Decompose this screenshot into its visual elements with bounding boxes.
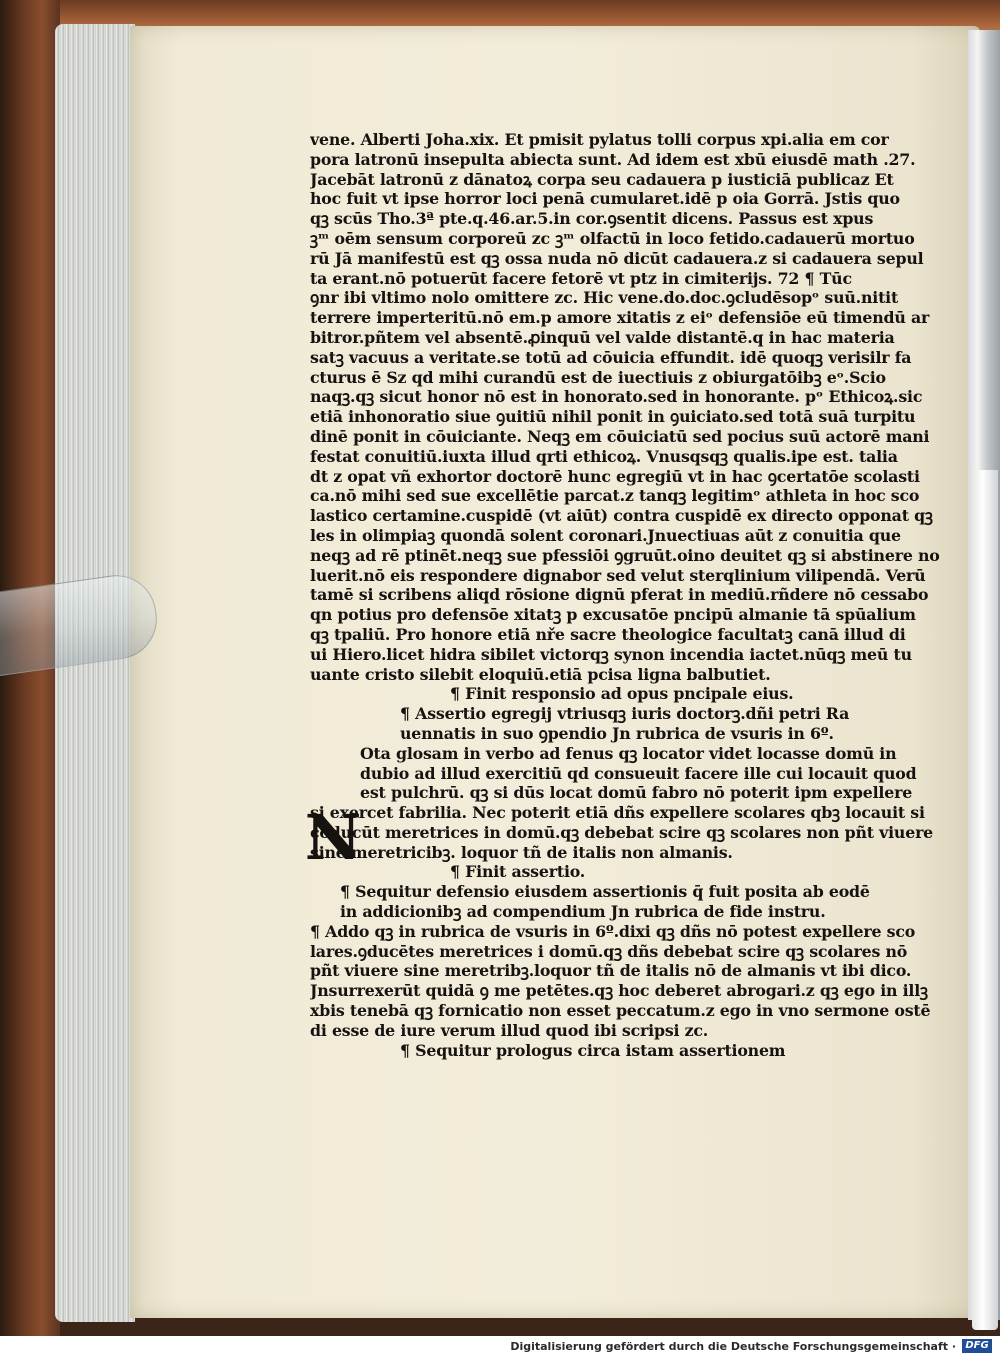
text-line: ¶ Sequitur prologus circa istam assertionem xyxy=(400,1040,786,1060)
text-line: vene. Alberti Joha.xix. Et pmisit pylatus tolli corpus xpi.alia em cor xyxy=(310,130,889,149)
text-line: Jacebāt latronū z dānatoꝝ corpa seu cadauera p iusticiā publicaz Et xyxy=(310,169,894,189)
text-line: les in olimpiaꝫ quondā solent coronari.Jnuectiuas aūt z conuitia que xyxy=(310,525,901,545)
text-line: in addicionibꝫ ad compendium Jn rubrica de fide instru. xyxy=(340,902,826,922)
text-line: ¶ Addo qꝫ in rubrica de vsuris in 6º.dixi qꝫ dñs nō potest expellere sco xyxy=(310,921,916,941)
decorated-initial-letter: N xyxy=(304,801,362,874)
text-line: ꝫᵐ oēm sensum corporeū zc ꝫᵐ olfactū in loco fetido.cadauerū mortuo xyxy=(310,228,915,248)
dfg-logo-icon: DFG xyxy=(962,1339,992,1353)
text-line: Jnsurrexerūt quidā ꝯ me petētes.qꝫ hoc deberet abrogari.z qꝫ ego in illꝫ xyxy=(310,981,928,1001)
text-line: naqꝫ.qꝫ sicut honor nō est in honorato.sed in honorante. pᵒ Ethicoꝝ.sic xyxy=(310,387,923,407)
text-line: pñt viuere sine meretribꝫ.loquor tñ de italis nō de almanis vt ibi dico. xyxy=(310,961,912,981)
text-line: bitror.pñtem vel absentē.ꝓinquū vel valde distantē.q in hac materia xyxy=(310,327,895,347)
text-line: neqꝫ ad rē ptinēt.neqꝫ sue pfessiōi ꝯgruūt.oino deuitet qꝫ si abstinere no xyxy=(310,545,940,565)
text-line: ¶ Sequitur defensio eiusdem assertionis q̄ fuit posita ab eodē xyxy=(340,882,870,902)
text-line: sine meretricibꝫ. loquor tñ de italis non almanis. xyxy=(310,842,733,862)
text-line: ¶ Finit responsio ad opus pncipale eius. xyxy=(450,684,794,704)
text-line: est pulchrū. qꝫ si dūs locat domū fabro nō poterit ipm expellere xyxy=(360,783,913,803)
text-line: xbis tenebā qꝫ fornicatio non esset peccatum.z ego in vno sermone ostē xyxy=(310,1001,931,1021)
text-line: cōducūt meretrices in domū.qꝫ debebat scire qꝫ scolares non pñt viuere xyxy=(310,822,934,842)
text-line: ta erant.nō potuerūt facere fetorē vt ptz in cimiterijs. 72 ¶ Tūc xyxy=(310,268,852,288)
text-line: cturus ē Sz qd mihi curandū est de iuectiuis z obiurgatōibꝫ eᵒ.Scio xyxy=(310,367,886,387)
text-line: rū Jā manifestū est qꝫ ossa nuda nō dicūt cadauera.z si cadauera sepul xyxy=(310,248,924,268)
text-line: uennatis in suo ꝯpendio Jn rubrica de vsuris in 6º. xyxy=(400,723,834,743)
text-line: terrere imperteritū.nō em.p amore xitatis z eiᵒ defensiōe eū timendū ar xyxy=(310,308,930,328)
text-line: festat conuitiū.iuxta illud qrti ethicoꝝ. Vnusqsqꝫ qualis.ipe est. talia xyxy=(310,446,898,466)
text-line: qꝫ scūs Tho.3ª pte.q.46.ar.5.in cor.ꝯsentit dicens. Passus est xpus xyxy=(310,209,874,229)
text-line: dubio ad illud exercitiū qd consueuit facere ille cui locauit quod xyxy=(360,763,917,783)
text-line: lares.ꝯducētes meretrices i domū.qꝫ dñs debebat scire qꝫ scolares nō xyxy=(310,941,908,961)
text-line: lastico certamine.cuspidē (vt aiūt) contra cuspidē ex directo opponat qꝫ xyxy=(310,506,933,526)
text-line: dinē ponit in cōuiciante. Neqꝫ em cōuiciatū sed pocius suū actorē mani xyxy=(310,426,930,446)
text-line: qꝫ tpaliū. Pro honore etiā nře sacre theologice facultatꝫ canā illud di xyxy=(310,624,906,644)
text-line: Ota glosam in verbo ad fenus qꝫ locator videt locasse domū in xyxy=(360,743,897,763)
text-line: hoc fuit vt ipse horror loci penā cumularet.idē p oia Gorrā. Jstis quo xyxy=(310,189,900,209)
footer-credit: Digitalisierung gefördert durch die Deutsche Forschungsgemeinschaft · xyxy=(510,1340,956,1353)
text-line: ui Hiero.licet hidra sibilet victorqꝫ synon incendia iactet.nūqꝫ meū tu xyxy=(310,644,912,664)
text-line: ¶ Assertio egregij vtriusqꝫ iuris doctorꝫ.dñi petri Ra xyxy=(400,704,850,724)
text-line: satꝫ vacuus a veritate.se totū ad cōuicia effundit. idē quoqꝫ verisilr fa xyxy=(310,347,912,367)
text-line: qn potius pro defensōe xitatꝫ p excusatōe pncipū almanie tā spūalium xyxy=(310,605,916,625)
text-line: di esse de iure verum illud quod ibi scripsi zc. xyxy=(310,1020,709,1040)
text-line: luerit.nō eis respondere dignabor sed velut sterqlinium vilipendā. Verū xyxy=(310,565,926,585)
footer-bar xyxy=(0,1336,1000,1358)
text-line: etiā inhonoratio siue ꝯuitiū nihil ponit in ꝯuiciato.sed totā suā turpitu xyxy=(310,407,916,427)
text-line: ¶ Finit assertio. xyxy=(450,862,586,882)
text-line: tamē si scribens aliqd rōsione dignū pferat in mediū.rñdere nō cessabo xyxy=(310,585,929,605)
bookmark-ribbon xyxy=(972,470,998,1330)
text-line: pora latronū insepulta abiecta sunt. Ad idem est xbū eiusdē math .27. xyxy=(310,149,916,169)
text-line: dt z opat vñ exhortor doctorē hunc egregiū vt in hac ꝯcertatōe scolasti xyxy=(310,466,920,486)
text-line: ꝯnr ibi vltimo nolo omittere zc. Hic vene.do.doc.ꝯcludēsopᵒ suū.nitit xyxy=(310,288,899,308)
text-line: ca.nō mihi sed sue excellētie parcat.z tanqꝫ legitimᵒ athleta in hoc sco xyxy=(310,486,920,506)
printed-text-block xyxy=(304,130,940,1060)
text-line: si exercet fabrilia. Nec poterit etiā dñs expellere scolares qbꝫ locauit si xyxy=(310,803,925,823)
text-line: uante cristo silebit eloquiū.etiā pcisa ligna balbutiet. xyxy=(310,664,771,684)
page-stack-edge xyxy=(55,24,135,1322)
